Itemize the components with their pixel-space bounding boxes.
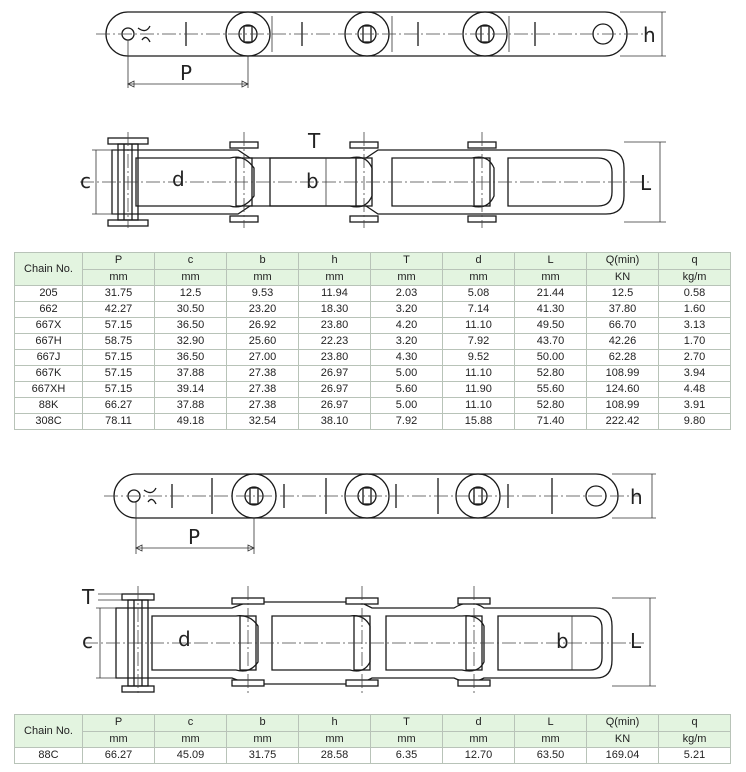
t-label: T — [308, 129, 321, 153]
chain-no-cell: 667H — [15, 334, 83, 350]
table-cell: 27.38 — [227, 382, 299, 398]
table-cell: 39.14 — [155, 382, 227, 398]
table-cell: 2.03 — [371, 286, 443, 302]
c-label: c — [80, 169, 91, 193]
col-header-b: b — [227, 715, 299, 732]
chain-no-cell: 667X — [15, 318, 83, 334]
chain-no-cell: 308C — [15, 414, 83, 430]
table-units-row — [15, 269, 731, 286]
pitch-label: P — [188, 525, 201, 549]
table-cell: 78.11 — [83, 414, 155, 430]
table-cell: 3.13 — [659, 318, 731, 334]
table-cell: 4.30 — [371, 350, 443, 366]
table-cell: 12.5 — [155, 286, 227, 302]
unit-cell: kg/m — [659, 269, 731, 286]
unit-cell: mm — [227, 731, 299, 748]
b-label: b — [556, 629, 569, 653]
unit-cell: mm — [299, 269, 371, 286]
table-cell: 5.21 — [659, 748, 731, 764]
col-header-d: d — [443, 253, 515, 270]
table-row — [15, 334, 731, 350]
table-cell: 37.88 — [155, 366, 227, 382]
table-cell: 62.28 — [587, 350, 659, 366]
table-cell: 37.80 — [587, 302, 659, 318]
table-cell: 49.50 — [515, 318, 587, 334]
table-cell: 11.10 — [443, 398, 515, 414]
table-cell: 22.23 — [299, 334, 371, 350]
d-label: d — [178, 627, 191, 651]
chain-no-cell: 667J — [15, 350, 83, 366]
t-label: T — [82, 585, 95, 609]
table-cell: 4.20 — [371, 318, 443, 334]
chain-no-cell: 88K — [15, 398, 83, 414]
chain-top-view-1 — [0, 128, 746, 230]
table-cell: 26.97 — [299, 366, 371, 382]
chain-no-cell: 205 — [15, 286, 83, 302]
table-cell: 25.60 — [227, 334, 299, 350]
table-cell: 49.18 — [155, 414, 227, 430]
table-cell: 9.53 — [227, 286, 299, 302]
col-header-h: h — [299, 715, 371, 732]
chain-side-view-1 — [0, 0, 746, 95]
table-cell: 2.70 — [659, 350, 731, 366]
c-label: c — [82, 629, 93, 653]
table-header-row — [15, 715, 731, 732]
row-header-cell: Chain No. — [15, 715, 83, 748]
unit-cell: mm — [83, 269, 155, 286]
chain-side-view-2 — [0, 462, 746, 562]
table-cell: 3.94 — [659, 366, 731, 382]
col-header-l: L — [515, 715, 587, 732]
table-cell: 12.5 — [587, 286, 659, 302]
table-cell: 23.20 — [227, 302, 299, 318]
table-cell: 5.08 — [443, 286, 515, 302]
unit-cell: mm — [371, 269, 443, 286]
table-cell: 58.75 — [83, 334, 155, 350]
unit-cell: KN — [587, 269, 659, 286]
table-cell: 26.97 — [299, 382, 371, 398]
col-header-q-min: Q(min) — [587, 715, 659, 732]
spec-table-2 — [14, 714, 731, 764]
col-header-q-min: Q(min) — [587, 253, 659, 270]
spec-table-1 — [14, 252, 731, 430]
table-cell: 0.58 — [659, 286, 731, 302]
col-header-t: T — [371, 715, 443, 732]
unit-cell: mm — [371, 731, 443, 748]
table-cell: 31.75 — [83, 286, 155, 302]
table-cell: 7.92 — [371, 414, 443, 430]
table-cell: 66.27 — [83, 748, 155, 764]
unit-cell: mm — [227, 269, 299, 286]
col-header-t: T — [371, 253, 443, 270]
table-cell: 9.80 — [659, 414, 731, 430]
height-label: h — [630, 485, 643, 509]
table-cell: 66.70 — [587, 318, 659, 334]
unit-cell: mm — [443, 269, 515, 286]
table-cell: 28.58 — [299, 748, 371, 764]
table-cell: 222.42 — [587, 414, 659, 430]
table-cell: 15.88 — [443, 414, 515, 430]
unit-cell: mm — [299, 731, 371, 748]
table-cell: 27.38 — [227, 366, 299, 382]
table-cell: 42.26 — [587, 334, 659, 350]
table-cell: 41.30 — [515, 302, 587, 318]
chain-no-cell: 667XH — [15, 382, 83, 398]
table-units-row — [15, 731, 731, 748]
table-cell: 9.52 — [443, 350, 515, 366]
table-cell: 11.10 — [443, 318, 515, 334]
table-row — [15, 350, 731, 366]
unit-cell: mm — [155, 269, 227, 286]
col-header-q: q — [659, 253, 731, 270]
table-cell: 55.60 — [515, 382, 587, 398]
table-cell: 26.97 — [299, 398, 371, 414]
table-cell: 7.92 — [443, 334, 515, 350]
table-cell: 6.35 — [371, 748, 443, 764]
table-cell: 50.00 — [515, 350, 587, 366]
table-cell: 11.10 — [443, 366, 515, 382]
table-cell: 37.88 — [155, 398, 227, 414]
table-cell: 12.70 — [443, 748, 515, 764]
unit-cell: mm — [515, 731, 587, 748]
table-cell: 30.50 — [155, 302, 227, 318]
l-label: L — [640, 171, 652, 195]
table-cell: 31.75 — [227, 748, 299, 764]
table-cell: 169.04 — [587, 748, 659, 764]
table-cell: 1.60 — [659, 302, 731, 318]
d-label: d — [172, 167, 185, 191]
unit-cell: mm — [83, 731, 155, 748]
table-cell: 11.90 — [443, 382, 515, 398]
table-cell: 124.60 — [587, 382, 659, 398]
col-header-c: c — [155, 715, 227, 732]
table-cell: 3.91 — [659, 398, 731, 414]
table-cell: 38.10 — [299, 414, 371, 430]
unit-cell: mm — [515, 269, 587, 286]
table-cell: 1.70 — [659, 334, 731, 350]
table-cell: 5.00 — [371, 366, 443, 382]
table-cell: 26.92 — [227, 318, 299, 334]
table-cell: 45.09 — [155, 748, 227, 764]
table-cell: 57.15 — [83, 318, 155, 334]
table-row — [15, 414, 731, 430]
table-cell: 57.15 — [83, 382, 155, 398]
table-row — [15, 398, 731, 414]
table-cell: 52.80 — [515, 366, 587, 382]
table-cell: 57.15 — [83, 350, 155, 366]
chain-top-view-2 — [0, 582, 746, 694]
table-cell: 108.99 — [587, 366, 659, 382]
col-header-p: P — [83, 253, 155, 270]
table-row — [15, 382, 731, 398]
table-cell: 108.99 — [587, 398, 659, 414]
table-cell: 23.80 — [299, 350, 371, 366]
table-body — [15, 286, 731, 430]
table-cell: 57.15 — [83, 366, 155, 382]
table-cell: 27.38 — [227, 398, 299, 414]
table-cell: 18.30 — [299, 302, 371, 318]
unit-cell: kg/m — [659, 731, 731, 748]
b-label: b — [306, 169, 319, 193]
table-cell: 3.20 — [371, 302, 443, 318]
table-row — [15, 302, 731, 318]
col-header-l: L — [515, 253, 587, 270]
table-cell: 4.48 — [659, 382, 731, 398]
table-cell: 23.80 — [299, 318, 371, 334]
col-header-c: c — [155, 253, 227, 270]
table-cell: 52.80 — [515, 398, 587, 414]
col-header-b: b — [227, 253, 299, 270]
height-label: h — [643, 23, 656, 47]
table-cell: 27.00 — [227, 350, 299, 366]
row-header-cell: Chain No. — [15, 253, 83, 286]
table-cell: 42.27 — [83, 302, 155, 318]
table-row — [15, 748, 731, 764]
table-header-row — [15, 253, 731, 270]
table-cell: 3.20 — [371, 334, 443, 350]
unit-cell: mm — [443, 731, 515, 748]
pitch-label: P — [180, 61, 193, 85]
table-cell: 66.27 — [83, 398, 155, 414]
chain-no-cell: 667K — [15, 366, 83, 382]
col-header-q: q — [659, 715, 731, 732]
table-cell: 11.94 — [299, 286, 371, 302]
table-cell: 7.14 — [443, 302, 515, 318]
col-header-h: h — [299, 253, 371, 270]
table-body — [15, 748, 731, 764]
table-cell: 43.70 — [515, 334, 587, 350]
table-cell: 63.50 — [515, 748, 587, 764]
table-cell: 36.50 — [155, 350, 227, 366]
table-cell: 21.44 — [515, 286, 587, 302]
table-cell: 5.00 — [371, 398, 443, 414]
col-header-d: d — [443, 715, 515, 732]
l-label: L — [630, 629, 642, 653]
chain-no-cell: 662 — [15, 302, 83, 318]
col-header-p: P — [83, 715, 155, 732]
table-row — [15, 318, 731, 334]
table-cell: 32.90 — [155, 334, 227, 350]
unit-cell: KN — [587, 731, 659, 748]
unit-cell: mm — [155, 731, 227, 748]
table-cell: 36.50 — [155, 318, 227, 334]
table-cell: 5.60 — [371, 382, 443, 398]
chain-no-cell: 88C — [15, 748, 83, 764]
table-cell: 32.54 — [227, 414, 299, 430]
table-cell: 71.40 — [515, 414, 587, 430]
table-row — [15, 286, 731, 302]
table-row — [15, 366, 731, 382]
